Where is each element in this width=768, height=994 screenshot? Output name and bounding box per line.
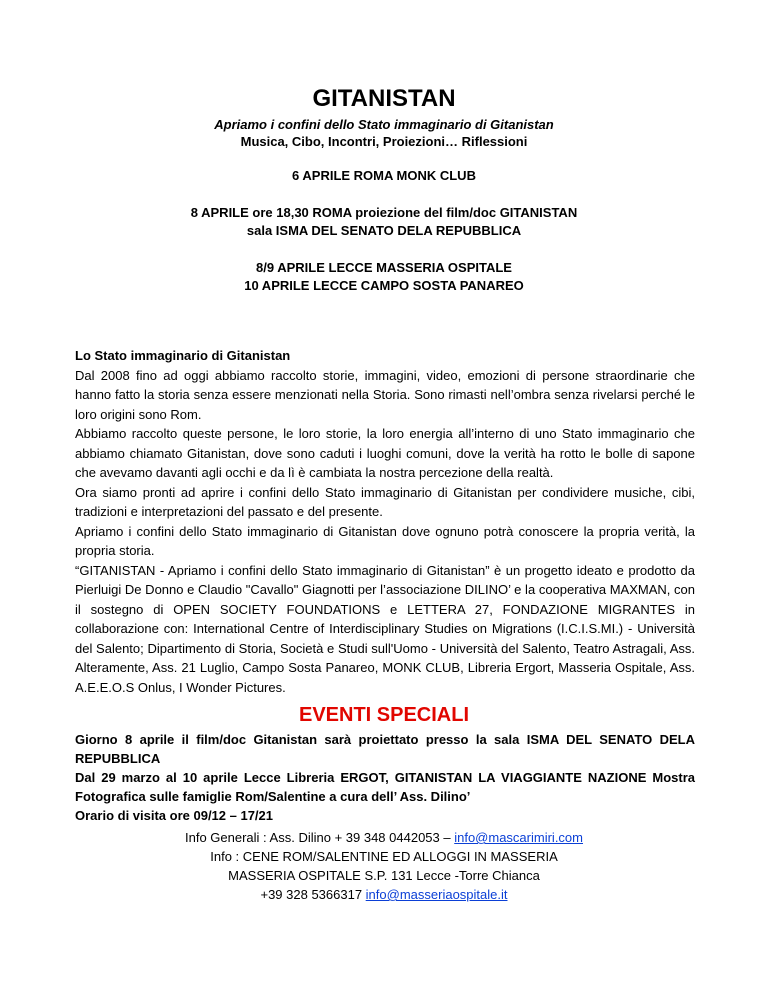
info-dinners: Info : CENE ROM/SALENTINE ED ALLOGGI IN MASSERIA: [210, 849, 558, 864]
event-rome-screening: 8 APRILE ore 18,30 ROMA proiezione del film/doc GITANISTAN: [190, 205, 578, 220]
email-link-mascarimiri[interactable]: info@mascarimiri.com: [454, 830, 583, 845]
special-event-line: Dal 29 marzo al 10 aprile Lecce Libreria ERGOT, GITANISTAN LA VIAGGIANTE NAZIONE Mostra Fotografica sulle famiglie Rom/Salentine a cura dell’ Ass. Dilino’: [75, 770, 695, 804]
special-event-line: Giorno 8 aprile il film/doc Gitanistan sarà proiettato presso la sala ISMA DEL SENATO DELA REPUBBLICA: [75, 732, 695, 766]
paragraph: Apriamo i confini dello Stato immaginario di Gitanistan dove ognuno potrà conoscere la propria verità, la propria storia.: [75, 523, 695, 558]
special-events-heading: EVENTI SPECIALI: [298, 704, 470, 726]
body-section: [75, 346, 695, 697]
tagline: Musica, Cibo, Incontri, Proiezioni… Riflessioni: [240, 134, 528, 149]
info-phone-text: +39 328 5366317: [260, 887, 366, 902]
event-lecce-masseria: 8/9 APRILE LECCE MASSERIA OSPITALE: [256, 260, 512, 275]
info-phone: [0, 885, 768, 904]
visiting-hours: Orario di visita ore 09/12 – 17/21: [75, 808, 274, 823]
info-general-text: Info Generali : Ass. Dilino + 39 348 0442053 –: [185, 830, 455, 845]
paragraph: Abbiamo raccolto queste persone, le loro storie, la loro energia all’interno di uno Stato immaginario che abbiamo chiamato Gitanistan, dove sono caduti i luoghi comuni, dove la verità ha rotto le bolle di sapone che avevamo davanti agli occhi e da lì è cambiata la nostra percezione della realtà.: [75, 426, 695, 480]
event-lecce-campo: 10 APRILE LECCE CAMPO SOSTA PANAREO: [244, 278, 524, 293]
subtitle: Apriamo i confini dello Stato immaginario di Gitanistan: [214, 117, 554, 132]
info-address: MASSERIA OSPITALE S.P. 131 Lecce -Torre Chianca: [228, 868, 540, 883]
section-heading: Lo Stato immaginario di Gitanistan: [75, 348, 291, 363]
paragraph: “GITANISTAN - Apriamo i confini dello Stato immaginario di Gitanistan” è un progetto ideato e prodotto da Pierluigi De Donno e Claudio "Cavallo" Giagnotti per l’associazione DILINO’ e la cooperativa MAXMAN, con il sostegno di OPEN SOCIETY FOUNDATIONS e LETTERA 27, FONDAZIONE MIGRANTES in collaborazione con: International Centre of Interdisciplinary Studies on Migrations (I.C.I.S.MI.) - Università del Salento; Dipartimento di Storia, Società e Studi sull'Uomo - Università del Salento, Teatro Astragali, Ass. Alteramente, Ass. 21 Luglio, Campo Sosta Panareo, MONK CLUB, Libreria Ergort, Masseria Ospitale, Ass. A.E.E.O.S Onlus, I Wonder Pictures.: [75, 562, 695, 695]
event-rome-venue: sala ISMA DEL SENATO DELA REPUBBLICA: [246, 223, 522, 238]
email-link-masseria[interactable]: info@masseriaospitale.it: [365, 887, 508, 902]
info-general: [0, 828, 768, 847]
special-events: [75, 730, 695, 825]
paragraph: Ora siamo pronti ad aprire i confini dello Stato immaginario di Gitanistan per condividere musiche, cibi, tradizioni e interpretazioni del passato e del presente.: [75, 484, 695, 519]
event-rome-monk: 6 APRILE ROMA MONK CLUB: [292, 168, 476, 183]
header: [0, 84, 768, 295]
paragraph: Dal 2008 fino ad oggi abbiamo raccolto storie, immagini, video, emozioni di persone straordinarie che hanno fatto la storia senza essere menzionati nella Storia. Sono rimasti nell’ombra senza rivelarsi perché le loro origini sono Rom.: [75, 367, 695, 422]
info-block: [0, 828, 768, 904]
page-title: GITANISTAN: [312, 85, 456, 112]
